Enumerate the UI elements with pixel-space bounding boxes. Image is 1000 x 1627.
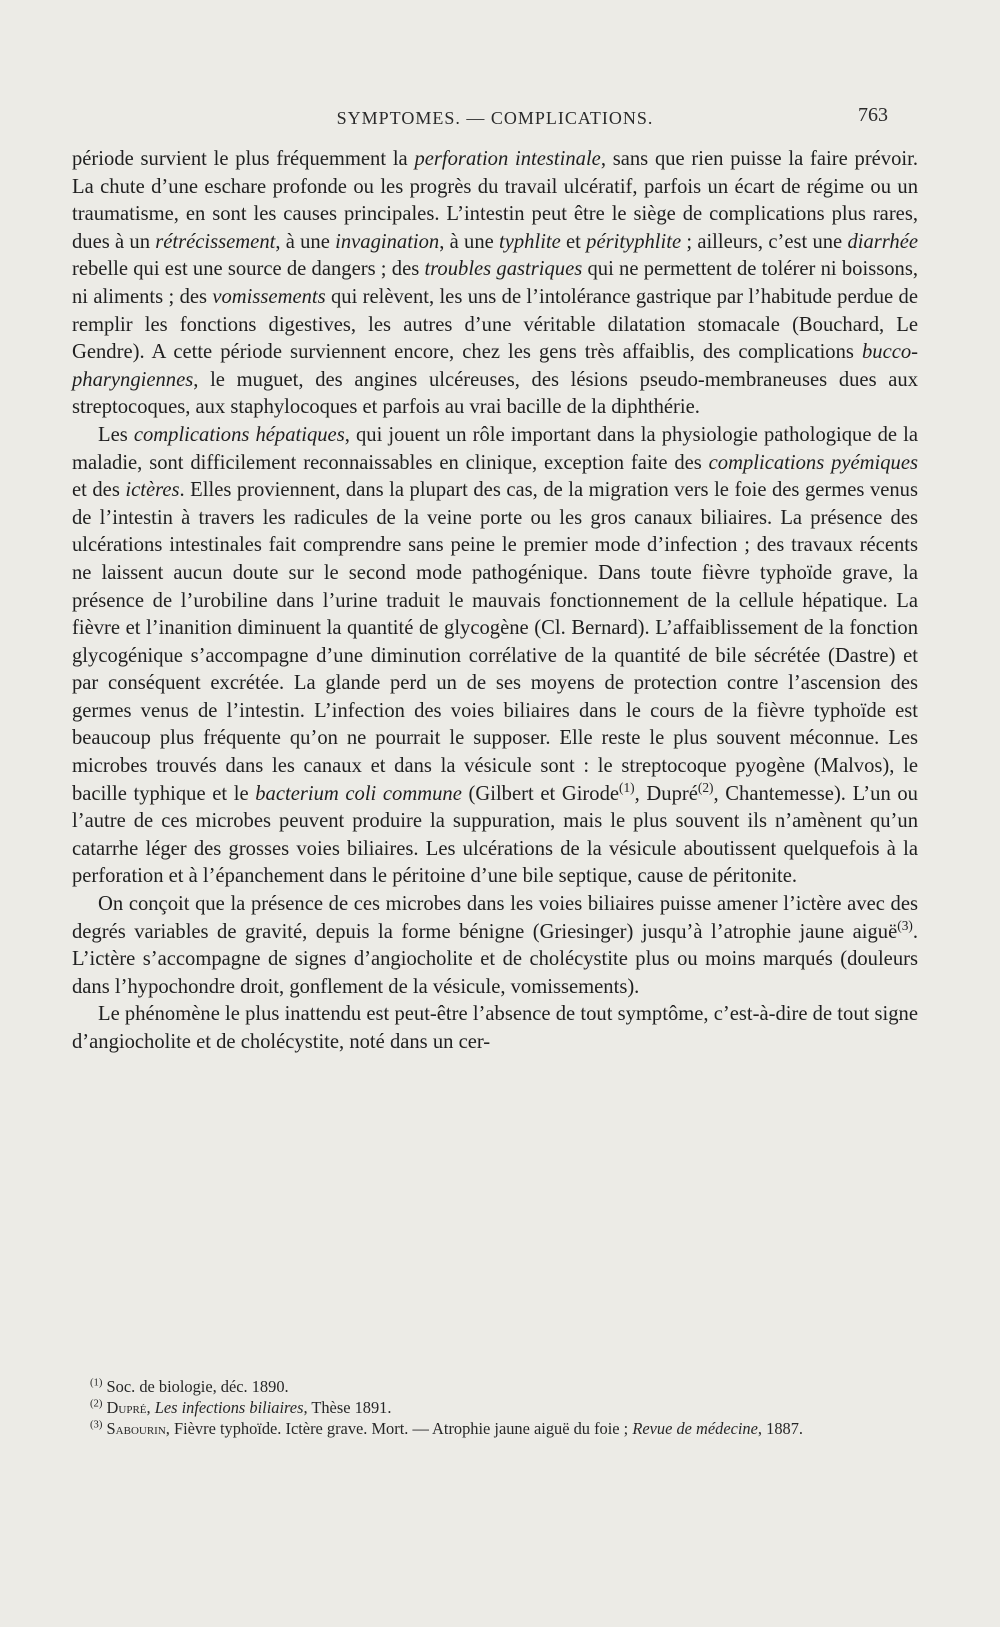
italic-text: ictères (125, 479, 180, 502)
author-name: Dupré (106, 1398, 147, 1417)
footnote (72, 1376, 918, 1397)
text-run: , sans que rien puisse la faire prévoir. La chute d’une eschare profonde ou les progrès du travail ulcératif, parfois un écart de régime ou un traumatisme, en sont les causes principales. L’intestin peut être le siège de complications plus rares, dues à un (72, 148, 918, 253)
page-number: 763 (858, 104, 888, 126)
paragraph (72, 422, 918, 891)
author-name: Sabourin (106, 1419, 166, 1438)
text-run: et (560, 230, 587, 253)
footnote-ref: (2) (90, 1398, 103, 1410)
text-run: On conçoit que la présence de ces microbes dans les voies biliaires puisse amener l’ictère avec des degrés variables de gravité, depuis la forme bénigne (Griesinger) jusqu’à l’atrophie jaune aiguë (72, 893, 918, 943)
footnote-ref: (1) (619, 779, 635, 795)
page-header (72, 104, 918, 138)
italic-text: perforation intestinale (414, 148, 601, 170)
footnote-ref: (2) (697, 779, 714, 795)
paragraph (72, 891, 918, 1001)
paragraph (72, 146, 918, 422)
italic-text: complications hépatiques (133, 423, 345, 446)
paragraph (72, 1001, 918, 1056)
text-run: , (146, 1398, 155, 1417)
text-run: qui relèvent, les uns de l’intolérance gastrique par l’habitude perdue de remplir les fonctions digestives, les autres d’une véritable dilatation stomacale (Bouchard, Le Gendre). A cette période surviennent encore, chez les gens très affaiblis, des complications (72, 285, 918, 364)
text-run: et des (72, 479, 126, 502)
text-run: période survient le plus fréquemment la (72, 148, 415, 170)
italic-text: vomissements (212, 285, 326, 308)
text-run: Les (98, 423, 134, 446)
italic-text: troubles gastriques (424, 258, 583, 281)
italic-text: pérityphlite (586, 230, 682, 253)
footnotes (72, 1376, 918, 1439)
text-run: , à une (275, 230, 336, 253)
italic-text: Revue de médecine (632, 1419, 758, 1438)
text-run: , Fièvre typhoïde. Ictère grave. Mort. — Atrophie jaune aiguë du foie ; (165, 1419, 633, 1438)
text-run: , qui jouent un rôle important dans la physiologie pathologique de la maladie, sont difficilement reconnaissables en clinique, exception faite des (72, 423, 918, 474)
text-run: Soc. de biologie, déc. 1890. (102, 1377, 289, 1396)
italic-text: typhlite (499, 230, 561, 253)
italic-text: diarrhée (847, 230, 919, 253)
italic-text: complications pyémiques (708, 451, 918, 474)
text-run: qui ne permettent de tolérer ni boissons, ni aliments ; des (72, 258, 918, 308)
text-run: . L’ictère s’accompagne de signes d’angiocholite et de cholécystite plus ou moins marqués (douleurs dans l’hypochondre droit, gonflement de la vésicule, vomissements). (72, 920, 918, 998)
footnote-ref: (3) (90, 1419, 103, 1431)
text-run: . Elles proviennent, dans la plupart des cas, de la migration vers le foie des germes venus de l’intestin à travers les radicules de la veine porte ou les gros canaux biliaires. La présence des ulcérations intestinales fait comprendre sans peine le premier mode d’infection ; des travaux récents ne laissent aucun doute sur le second mode pathogénique. Dans toute fièvre typhoïde grave, la présence de l’urobiline dans l’urine traduit le mauvais fonctionnement de la cellule hépatique. La fièvre et l’inanition diminuent la quantité de glycogène (Cl. Bernard). L’affaiblissement de la fonction glycogénique s’accompagne d’une diminution corrélative de la quantité de bile sécrétée (Dastre) et par conséquent excrétée. La glande perd un de ses moyens de protection contre l’ascension des germes venus de l’intestin. L’infection des voies biliaires dans le cours de la fièvre typhoïde est beaucoup plus fréquente qu’on ne pourrait le supposer. Elle reste le plus souvent méconnue. Les microbes trouvés dans les canaux et dans la vésicule sont : le streptocoque pyogène (Malvos), le bacille typhique et le (72, 479, 918, 805)
italic-text: rétrécissement (155, 230, 276, 253)
footnote-ref: (3) (897, 917, 913, 933)
text-run: , Dupré (634, 782, 698, 805)
text-run: rebelle qui est une source de dangers ; des (72, 258, 425, 281)
text-run: , 1887. (757, 1419, 803, 1438)
text-run: , Thèse 1891. (303, 1398, 392, 1417)
italic-text: invagination (335, 230, 440, 253)
text-run: , à une (439, 230, 500, 253)
running-head: SYMPTOMES. — COMPLICATIONS. (336, 108, 654, 128)
text-run: , Chantemesse). L’un ou l’autre de ces microbes peuvent produire la suppuration, mais le plus souvent ils n’amènent qu’un catarrhe léger des grosses voies biliaires. Les ulcérations de la vésicule aboutissent quelquefois à la perforation et à l’épanchement dans le péritoine d’une bile septique, cause de péritonite. (72, 782, 918, 888)
text-run: ; ailleurs, c’est une (681, 230, 848, 253)
footnote (72, 1418, 918, 1439)
italic-text: bucco-pharyngiennes (72, 341, 918, 391)
text-run: Le phénomène le plus inattendu est peut-être l’absence de tout symptôme, c’est-à-dire de tout signe d’angiocholite et de cholécystite, noté dans un cer- (72, 1003, 918, 1053)
body-text (72, 146, 918, 1057)
footnote-ref: (1) (90, 1377, 103, 1389)
text-run: (Gilbert et Girode (461, 782, 620, 805)
footnote (72, 1397, 918, 1418)
italic-text: bacterium coli commune (255, 782, 462, 805)
text-run: , le muguet, des angines ulcéreuses, des lésions pseudo-membraneuses dues aux streptocoques, aux staphylocoques et parfois au vrai bacille de la diphthérie. (72, 368, 918, 419)
italic-text: Les infections biliaires (154, 1398, 304, 1417)
